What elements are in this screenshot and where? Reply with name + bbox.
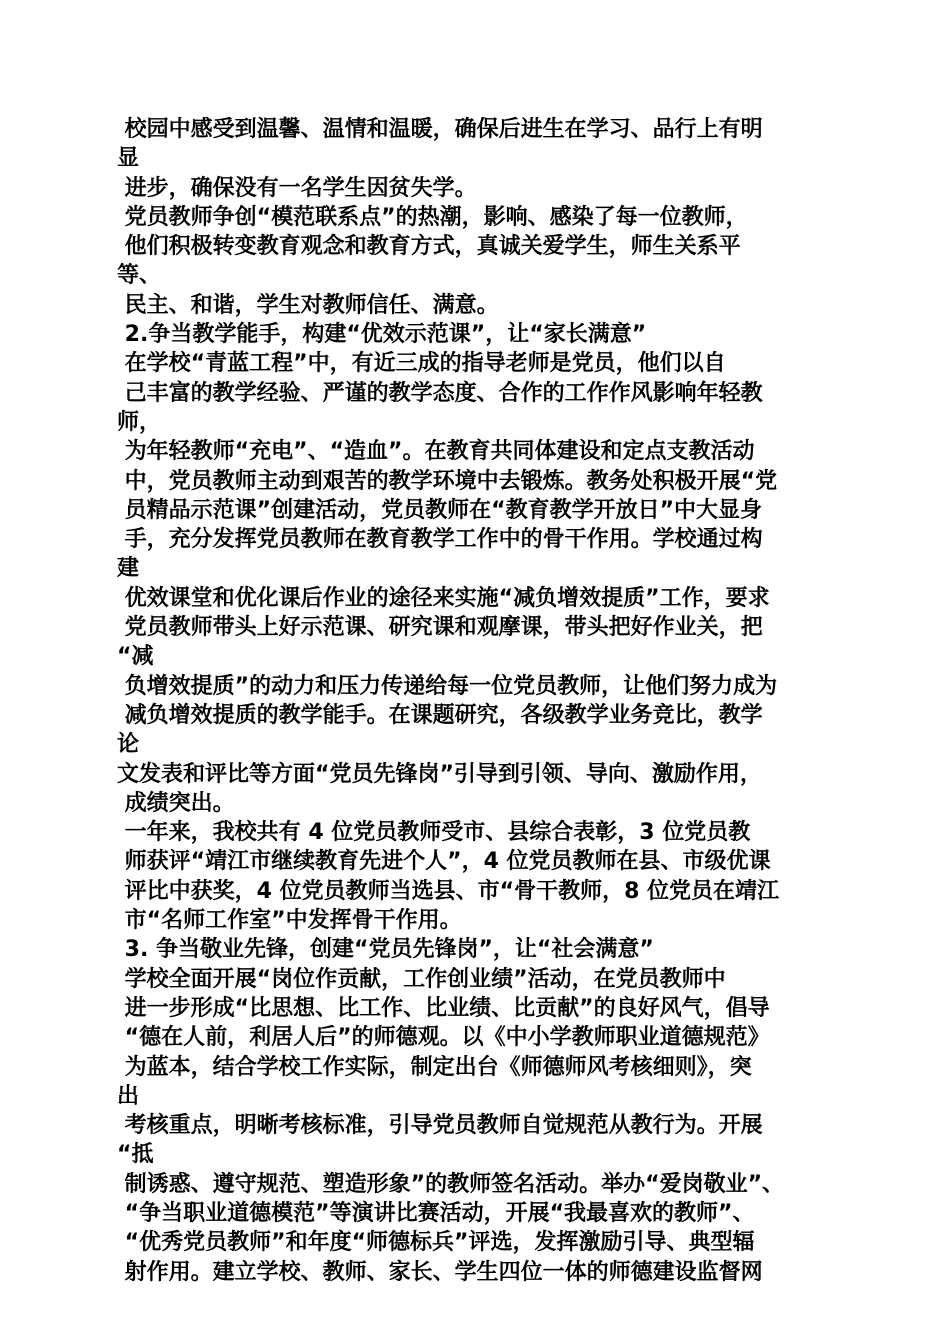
text-line: 手，充分发挥党员教师在教育教学工作中的骨干作用。学校通过构 (117, 527, 763, 553)
text-line: 为年轻教师“充电”、“造血”。在教育共同体建设和定点支教活动 (117, 439, 755, 465)
text-line: 制诱惑、遵守规范、塑造形象”的教师签名活动。举办“爱岗敬业”、 (117, 1171, 785, 1197)
text-line: 成绩突出。 (117, 790, 235, 816)
text-line: 员精品示范课”创建活动，党员教师在“教育教学开放日”中大显身 (117, 497, 763, 523)
text-line: 师， (117, 409, 162, 435)
text-line: 己丰富的教学经验、严谨的教学态度、合作的工作作风影响年轻教 (117, 380, 763, 406)
text-line: 市“名师工作室”中发挥骨干作用。 (117, 908, 462, 934)
text-line: 减负增效提质的教学能手。在课题研究，各级教学业务竞比，教学 (117, 702, 763, 728)
text-line: “减 (117, 644, 154, 670)
text-line: 校园中感受到温馨、温情和温暖，确保后进生在学习、品行上有明 (117, 117, 763, 142)
text-line: “优秀党员教师”和年度“师德标兵”评选，发挥激励引导、典型辐 (117, 1230, 755, 1256)
text-line: 论 (117, 732, 140, 758)
text-line: 进一步形成“比思想、比工作、比业绩、比贡献”的良好风气，倡导 (117, 995, 770, 1021)
text-line: 一年来，我校共有 4 位党员教师受市、县综合表彰，3 位党员教 (117, 820, 751, 846)
text-line: 优效课堂和优化课后作业的途径来实施“减负增效提质”工作，要求 (117, 585, 770, 611)
text-line: 进步，确保没有一名学生因贫失学。 (117, 175, 477, 201)
text-line: 射作用。建立学校、教师、家长、学生四位一体的师德建设监督网 (117, 1259, 763, 1285)
text-line: 显 (117, 146, 140, 172)
text-line: “抵 (117, 1142, 154, 1168)
text-line: “争当职业道德模范”等演讲比赛活动，开展“我最喜欢的教师”、 (117, 1200, 755, 1226)
text-line: 评比中获奖，4 位党员教师当选县、市“骨干教师，8 位党员在靖江 (117, 878, 780, 904)
text-line: 民主、和谐，学生对教师信任、满意。 (117, 292, 499, 318)
text-line: 学校全面开展“岗位作贡献，工作创业绩”活动，在党员教师中 (117, 966, 726, 992)
text-line: 2.争当教学能手，构建“优效示范课”，让“家长满意” (117, 322, 647, 348)
text-line: 负增效提质”的动力和压力传递给每一位党员教师，让他们努力成为 (117, 673, 778, 699)
body-text (117, 115, 837, 1287)
text-line: 文发表和评比等方面“党员先锋岗”引导到引领、导向、激励作用， (117, 761, 762, 787)
text-line: 建 (117, 556, 140, 582)
text-line: 出 (117, 1083, 140, 1109)
text-line: 他们积极转变教育观念和教育方式，真诚关爱学生，师生关系平 (117, 234, 741, 260)
text-line: 考核重点，明晰考核标准，引导党员教师自觉规范从教行为。开展 (117, 1113, 763, 1139)
text-line: “德在人前，利居人后”的师德观。以《中小学教师职业道德规范》 (117, 1025, 770, 1051)
text-line: 在学校“青蓝工程”中，有近三成的指导老师是党员，他们以自 (117, 351, 726, 377)
text-line: 党员教师带头上好示范课、研究课和观摩课，带头把好作业关，把 (117, 615, 763, 641)
text-line: 为蓝本，结合学校工作实际，制定出台《师德师风考核细则》，突 (117, 1054, 752, 1080)
text-line: 中，党员教师主动到艰苦的教学环境中去锻炼。教务处积极开展“党 (117, 468, 778, 494)
text-line: 等、 (117, 263, 162, 289)
text-line: 党员教师争创“模范联系点”的热潮，影响、感染了每一位教师， (117, 204, 748, 230)
text-line: 师获评“靖江市继续教育先进个人”，4 位党员教师在县、市级优课 (117, 849, 771, 875)
text-line: 3. 争当敬业先锋，创建“党员先锋岗”，让“社会满意” (117, 937, 654, 963)
